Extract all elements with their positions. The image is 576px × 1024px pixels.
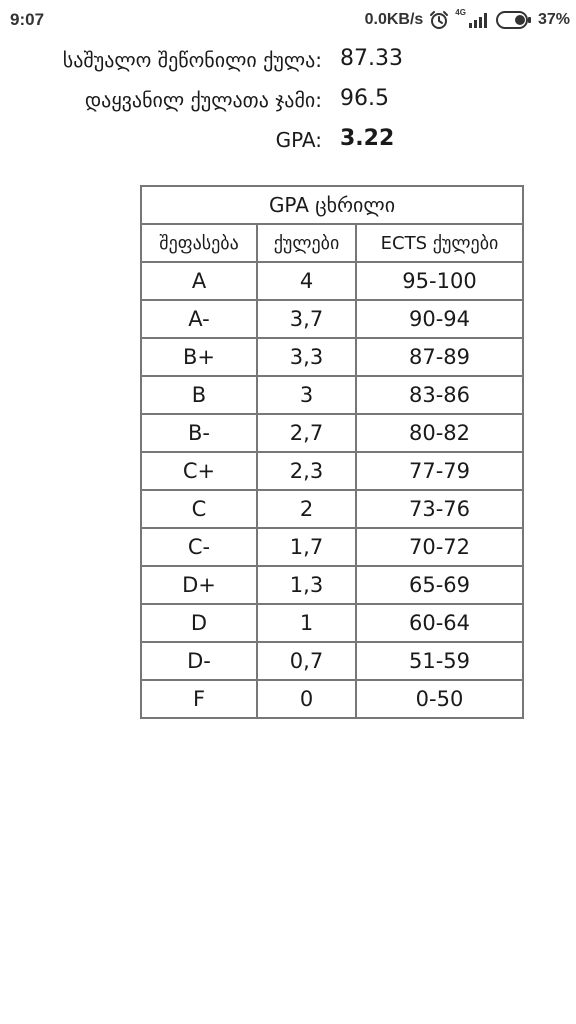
points-cell: 0,7	[257, 642, 356, 680]
status-time: 9:07	[10, 10, 45, 29]
ects-cell: 77-79	[356, 452, 523, 490]
ects-cell: 51-59	[356, 642, 523, 680]
rounded-total-row	[0, 84, 576, 124]
grade-cell: B+	[141, 338, 257, 376]
ects-cell: 95-100	[356, 262, 523, 300]
battery-icon	[496, 11, 532, 29]
ects-cell: 65-69	[356, 566, 523, 604]
points-cell: 1,3	[257, 566, 356, 604]
table-row	[141, 490, 523, 528]
average-score-label: საშუალო შეწონილი ქულა:	[62, 48, 322, 72]
table-header-row	[141, 224, 523, 262]
table-caption-row	[141, 186, 523, 224]
points-cell: 3,7	[257, 300, 356, 338]
points-cell: 2,7	[257, 414, 356, 452]
table-row	[141, 680, 523, 718]
ects-cell: 83-86	[356, 376, 523, 414]
table-row	[141, 414, 523, 452]
points-cell: 1,7	[257, 528, 356, 566]
table-row	[141, 642, 523, 680]
grade-cell: B-	[141, 414, 257, 452]
table-row	[141, 262, 523, 300]
table-row	[141, 452, 523, 490]
points-cell: 0	[257, 680, 356, 718]
ects-cell: 87-89	[356, 338, 523, 376]
table-row	[141, 300, 523, 338]
header-ects: ECTS ქულები	[356, 224, 523, 262]
gpa-value: 3.22	[340, 126, 395, 151]
average-score-row	[0, 44, 576, 84]
network-type: 4G	[455, 8, 466, 17]
grade-cell: C+	[141, 452, 257, 490]
table-row	[141, 566, 523, 604]
rounded-total-value: 96.5	[340, 86, 389, 111]
grade-cell: C-	[141, 528, 257, 566]
header-points: ქულები	[257, 224, 356, 262]
table-row	[141, 376, 523, 414]
ects-cell: 0-50	[356, 680, 523, 718]
points-cell: 2,3	[257, 452, 356, 490]
signal-strength-icon	[468, 11, 490, 29]
gpa-row	[0, 124, 576, 164]
grade-cell: D	[141, 604, 257, 642]
grade-cell: A-	[141, 300, 257, 338]
grade-cell: F	[141, 680, 257, 718]
table-row	[141, 604, 523, 642]
grade-cell: A	[141, 262, 257, 300]
points-cell: 3	[257, 376, 356, 414]
average-score-value: 87.33	[340, 46, 403, 71]
points-cell: 3,3	[257, 338, 356, 376]
gpa-summary	[0, 44, 576, 164]
table-row	[141, 528, 523, 566]
points-cell: 4	[257, 262, 356, 300]
alarm-clock-icon	[429, 10, 449, 30]
rounded-total-label: დაყვანილ ქულათა ჯამი:	[84, 88, 322, 112]
grade-cell: D+	[141, 566, 257, 604]
status-indicators	[365, 10, 570, 30]
header-grade: შეფასება	[141, 224, 257, 262]
points-cell: 2	[257, 490, 356, 528]
ects-cell: 73-76	[356, 490, 523, 528]
grade-cell: D-	[141, 642, 257, 680]
net-speed: 0.0KB/s	[364, 11, 424, 28]
grade-cell: C	[141, 490, 257, 528]
table-caption: GPA ცხრილი	[141, 186, 523, 224]
table-row	[141, 338, 523, 376]
status-bar	[0, 0, 576, 40]
ects-cell: 80-82	[356, 414, 523, 452]
ects-cell: 60-64	[356, 604, 523, 642]
gpa-label: GPA:	[275, 128, 322, 152]
ects-cell: 90-94	[356, 300, 523, 338]
points-cell: 1	[257, 604, 356, 642]
gpa-table	[140, 185, 524, 719]
battery-percent: 37%	[537, 11, 570, 28]
grade-cell: B	[141, 376, 257, 414]
ects-cell: 70-72	[356, 528, 523, 566]
